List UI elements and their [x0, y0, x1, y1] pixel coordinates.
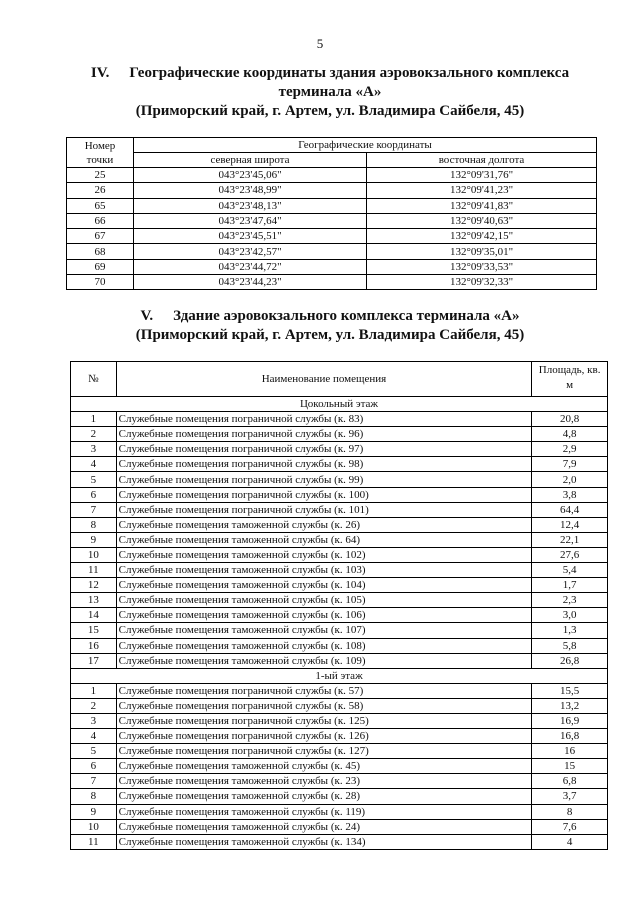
- longitude-cell: 132°09'31,76": [367, 168, 597, 183]
- room-name-cell: Служебные помещения таможенной службы (к. 102): [116, 547, 532, 562]
- room-name-cell: Служебные помещения таможенной службы (к. 104): [116, 578, 532, 593]
- coordinate-row: [67, 229, 597, 244]
- room-number-cell: 15: [71, 623, 117, 638]
- room-number-header: №: [71, 362, 117, 397]
- room-name-cell: Служебные помещения пограничной службы (к. 58): [116, 698, 532, 713]
- latitude-cell: 043°23'42,57": [134, 244, 367, 259]
- room-area-cell: 15: [532, 759, 608, 774]
- longitude-cell: 132°09'32,33": [367, 275, 597, 290]
- latitude-cell: 043°23'45,51": [134, 229, 367, 244]
- room-name-cell: Служебные помещения таможенной службы (к. 107): [116, 623, 532, 638]
- room-row: [71, 638, 608, 653]
- floor-section-title: 1-ый этаж: [71, 668, 608, 683]
- room-row: [71, 834, 608, 849]
- room-row: [71, 608, 608, 623]
- section-iv-title-line2: терминала «А»: [278, 84, 382, 100]
- room-area-cell: 4,8: [532, 427, 608, 442]
- room-number-cell: 9: [71, 532, 117, 547]
- room-area-cell: 3,8: [532, 487, 608, 502]
- coordinate-row: [67, 213, 597, 228]
- longitude-cell: 132°09'33,53": [367, 259, 597, 274]
- room-row: [71, 653, 608, 668]
- longitude-header: восточная долгота: [367, 153, 597, 168]
- room-area-cell: 13,2: [532, 698, 608, 713]
- room-area-cell: 22,1: [532, 532, 608, 547]
- room-area-cell: 64,4: [532, 502, 608, 517]
- rooms-table: [70, 361, 608, 850]
- room-area-header: [532, 362, 608, 397]
- section-iv-heading: [60, 64, 600, 121]
- point-number-header-line2: точки: [86, 153, 114, 166]
- room-number-cell: 10: [71, 547, 117, 562]
- point-number-header-line1: Номер: [84, 139, 116, 152]
- latitude-cell: 043°23'44,72": [134, 259, 367, 274]
- room-name-cell: Служебные помещения пограничной службы (к. 96): [116, 427, 532, 442]
- coordinate-row: [67, 244, 597, 259]
- latitude-cell: 043°23'48,13": [134, 198, 367, 213]
- point-number-cell: 66: [67, 213, 134, 228]
- room-area-cell: 12,4: [532, 517, 608, 532]
- room-name-cell: Служебные помещения пограничной службы (к. 97): [116, 442, 532, 457]
- room-name-cell: Служебные помещения таможенной службы (к. 103): [116, 563, 532, 578]
- room-area-cell: 3,0: [532, 608, 608, 623]
- room-number-cell: 8: [71, 789, 117, 804]
- point-number-cell: 67: [67, 229, 134, 244]
- latitude-cell: 043°23'44,23": [134, 275, 367, 290]
- room-row: [71, 442, 608, 457]
- room-name-cell: Служебные помещения таможенной службы (к. 119): [116, 804, 532, 819]
- coordinate-row: [67, 183, 597, 198]
- room-number-cell: 11: [71, 834, 117, 849]
- room-area-cell: 26,8: [532, 653, 608, 668]
- room-row: [71, 698, 608, 713]
- room-row: [71, 789, 608, 804]
- point-number-cell: 70: [67, 275, 134, 290]
- coordinates-table: [66, 137, 597, 290]
- latitude-cell: 043°23'45,06": [134, 168, 367, 183]
- point-number-cell: 65: [67, 198, 134, 213]
- room-row: [71, 547, 608, 562]
- point-number-cell: 68: [67, 244, 134, 259]
- room-row: [71, 683, 608, 698]
- room-number-cell: 12: [71, 578, 117, 593]
- room-number-cell: 3: [71, 713, 117, 728]
- room-number-cell: 10: [71, 819, 117, 834]
- room-row: [71, 412, 608, 427]
- longitude-cell: 132°09'35,01": [367, 244, 597, 259]
- room-name-cell: Служебные помещения таможенной службы (к. 23): [116, 774, 532, 789]
- page-number: 5: [316, 36, 324, 51]
- longitude-cell: 132°09'42,15": [367, 229, 597, 244]
- room-number-cell: 3: [71, 442, 117, 457]
- room-number-cell: 1: [71, 683, 117, 698]
- section-v-heading: [60, 307, 600, 345]
- room-number-cell: 6: [71, 759, 117, 774]
- room-number-cell: 5: [71, 744, 117, 759]
- room-row: [71, 457, 608, 472]
- coordinate-row: [67, 168, 597, 183]
- room-name-cell: Служебные помещения таможенной службы (к. 105): [116, 593, 532, 608]
- section-iv-title-line1: Географические координаты здания аэровокзального комплекса: [129, 65, 570, 81]
- room-number-cell: 16: [71, 638, 117, 653]
- longitude-cell: 132°09'40,63": [367, 213, 597, 228]
- longitude-cell: 132°09'41,23": [367, 183, 597, 198]
- room-row: [71, 563, 608, 578]
- floor-section-title: Цокольный этаж: [71, 397, 608, 412]
- floor-section-row: [71, 668, 608, 683]
- room-name-cell: Служебные помещения пограничной службы (к. 83): [116, 412, 532, 427]
- room-name-cell: Служебные помещения таможенной службы (к. 106): [116, 608, 532, 623]
- room-number-cell: 9: [71, 804, 117, 819]
- room-number-cell: 11: [71, 563, 117, 578]
- room-number-cell: 14: [71, 608, 117, 623]
- room-number-cell: 8: [71, 517, 117, 532]
- room-area-cell: 20,8: [532, 412, 608, 427]
- coordinate-row: [67, 259, 597, 274]
- room-name-cell: Служебные помещения пограничной службы (к. 126): [116, 729, 532, 744]
- room-name-cell: Служебные помещения таможенной службы (к. 134): [116, 834, 532, 849]
- latitude-cell: 043°23'47,64": [134, 213, 367, 228]
- section-v-title-line1: Здание аэровокзального комплекса терминала «А»: [173, 308, 520, 324]
- latitude-header: северная широта: [134, 153, 367, 168]
- point-number-cell: 25: [67, 168, 134, 183]
- room-row: [71, 427, 608, 442]
- room-area-header-line2: м: [566, 379, 574, 391]
- room-row: [71, 532, 608, 547]
- room-row: [71, 487, 608, 502]
- room-row: [71, 517, 608, 532]
- room-row: [71, 623, 608, 638]
- room-area-cell: 2,3: [532, 593, 608, 608]
- room-number-cell: 4: [71, 729, 117, 744]
- point-number-cell: 69: [67, 259, 134, 274]
- room-name-cell: Служебные помещения таможенной службы (к. 64): [116, 532, 532, 547]
- room-row: [71, 502, 608, 517]
- room-number-cell: 4: [71, 457, 117, 472]
- room-name-cell: Служебные помещения таможенной службы (к. 26): [116, 517, 532, 532]
- room-area-cell: 5,8: [532, 638, 608, 653]
- section-iv-numeral: IV.: [90, 65, 110, 81]
- room-area-cell: 1,7: [532, 578, 608, 593]
- room-name-cell: Служебные помещения пограничной службы (к. 100): [116, 487, 532, 502]
- point-number-cell: 26: [67, 183, 134, 198]
- longitude-cell: 132°09'41,83": [367, 198, 597, 213]
- room-name-cell: Служебные помещения таможенной службы (к. 28): [116, 789, 532, 804]
- room-name-cell: Служебные помещения пограничной службы (к. 99): [116, 472, 532, 487]
- room-row: [71, 819, 608, 834]
- room-number-cell: 6: [71, 487, 117, 502]
- coordinate-row: [67, 198, 597, 213]
- room-area-cell: 15,5: [532, 683, 608, 698]
- room-row: [71, 593, 608, 608]
- room-number-cell: 13: [71, 593, 117, 608]
- room-area-cell: 5,4: [532, 563, 608, 578]
- latitude-cell: 043°23'48,99": [134, 183, 367, 198]
- room-row: [71, 713, 608, 728]
- room-area-cell: 7,6: [532, 819, 608, 834]
- room-row: [71, 774, 608, 789]
- room-row: [71, 744, 608, 759]
- room-area-cell: 8: [532, 804, 608, 819]
- coordinate-row: [67, 275, 597, 290]
- room-area-cell: 2,9: [532, 442, 608, 457]
- room-number-cell: 1: [71, 412, 117, 427]
- room-row: [71, 804, 608, 819]
- room-row: [71, 472, 608, 487]
- room-row: [71, 729, 608, 744]
- room-area-cell: 2,0: [532, 472, 608, 487]
- room-area-cell: 27,6: [532, 547, 608, 562]
- point-number-header: [67, 138, 134, 168]
- room-area-cell: 1,3: [532, 623, 608, 638]
- room-name-cell: Служебные помещения таможенной службы (к. 45): [116, 759, 532, 774]
- room-number-cell: 2: [71, 698, 117, 713]
- room-area-cell: 16,9: [532, 713, 608, 728]
- room-name-cell: Служебные помещения пограничной службы (к. 101): [116, 502, 532, 517]
- room-number-cell: 7: [71, 774, 117, 789]
- coordinates-group-header: Географические координаты: [134, 138, 597, 153]
- room-row: [71, 759, 608, 774]
- room-name-cell: Служебные помещения таможенной службы (к. 108): [116, 638, 532, 653]
- room-number-cell: 7: [71, 502, 117, 517]
- room-name-cell: Служебные помещения пограничной службы (к. 125): [116, 713, 532, 728]
- room-area-cell: 3,7: [532, 789, 608, 804]
- room-area-cell: 6,8: [532, 774, 608, 789]
- room-name-cell: Служебные помещения таможенной службы (к. 24): [116, 819, 532, 834]
- room-name-cell: Служебные помещения пограничной службы (к. 98): [116, 457, 532, 472]
- section-v-numeral: V.: [140, 308, 154, 324]
- section-iv-title-line3: (Приморский край, г. Артем, ул. Владимира Сайбеля, 45): [135, 103, 525, 119]
- room-name-cell: Служебные помещения пограничной службы (к. 127): [116, 744, 532, 759]
- room-name-cell: Служебные помещения пограничной службы (к. 57): [116, 683, 532, 698]
- room-number-cell: 2: [71, 427, 117, 442]
- room-name-cell: Служебные помещения таможенной службы (к. 109): [116, 653, 532, 668]
- room-area-header-line1: Площадь, кв.: [538, 364, 601, 376]
- room-area-cell: 16: [532, 744, 608, 759]
- room-number-cell: 17: [71, 653, 117, 668]
- room-area-cell: 7,9: [532, 457, 608, 472]
- room-area-cell: 4: [532, 834, 608, 849]
- room-area-cell: 16,8: [532, 729, 608, 744]
- room-name-header: Наименование помещения: [116, 362, 532, 397]
- section-v-title-line2: (Приморский край, г. Артем, ул. Владимира Сайбеля, 45): [135, 327, 525, 343]
- floor-section-row: [71, 397, 608, 412]
- room-row: [71, 578, 608, 593]
- room-number-cell: 5: [71, 472, 117, 487]
